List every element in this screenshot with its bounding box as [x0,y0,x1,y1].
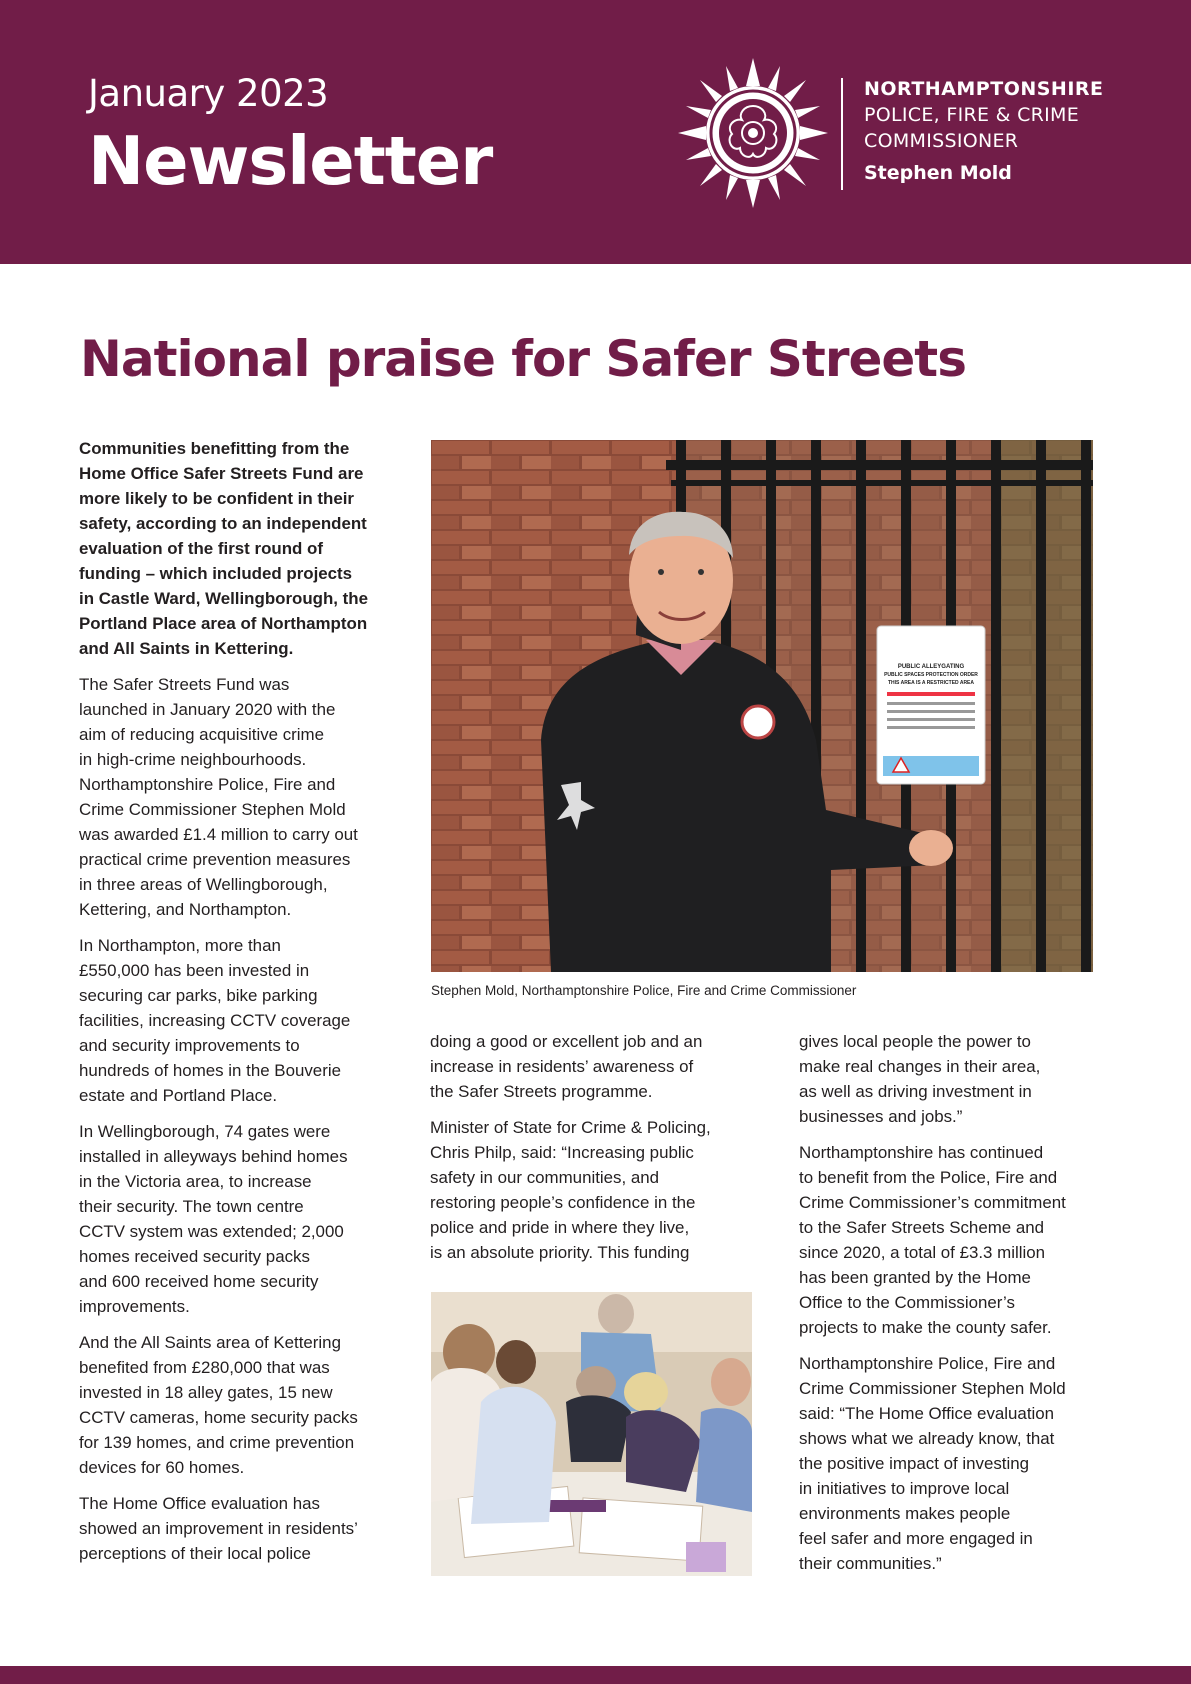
text-line: gives local people the power to [799,1032,1031,1051]
text-line: Northamptonshire has continued [799,1143,1044,1162]
article-paragraph [799,1029,1129,1129]
text-line: shows what we already know, that [799,1429,1055,1448]
text-line: the positive impact of investing [799,1454,1030,1473]
text-line: Northamptonshire Police, Fire and [79,775,336,794]
text-line: is an absolute priority. This funding [430,1243,690,1262]
masthead [0,0,1191,264]
text-line: restoring people’s confidence in the [430,1193,696,1212]
newsletter-title: Newsletter [88,122,493,200]
text-line: since 2020, a total of £3.3 million [799,1243,1046,1262]
text-line: as well as driving investment in [799,1082,1032,1101]
text-line: police and pride in where they live, [430,1218,690,1237]
text-line: funding – which included projects [79,564,353,583]
text-line: in the Victoria area, to increase [79,1172,312,1191]
article-column-1 [79,436,409,1577]
article-paragraph [79,1491,409,1566]
text-line: businesses and jobs.” [799,1107,963,1126]
text-line: in Castle Ward, Wellingborough, the [79,589,369,608]
text-line: Crime Commissioner Stephen Mold [799,1379,1066,1398]
text-line: invested in 18 alley gates, 15 new [79,1383,333,1402]
text-line: Minister of State for Crime & Policing, [430,1118,711,1137]
text-line: CCTV system was extended; 2,000 [79,1222,344,1241]
text-line: their security. The town centre [79,1197,304,1216]
article-paragraph [79,672,409,922]
text-line: and All Saints in Kettering. [79,639,294,658]
text-line: homes received security packs [79,1247,310,1266]
text-line: installed in alleyways behind homes [79,1147,348,1166]
org-line-3: COMMISSIONER [864,130,1019,152]
text-line: environments makes people [799,1504,1011,1523]
text-line: Crime Commissioner’s commitment [799,1193,1066,1212]
text-line: aim of reducing acquisitive crime [79,725,325,744]
text-line: In Northampton, more than [79,936,281,955]
text-line: and 600 received home security [79,1272,319,1291]
article-paragraph [430,1115,760,1265]
community-meeting-photo [431,1292,752,1576]
text-line: The Safer Streets Fund was [79,675,290,694]
article-headline: National praise for Safer Streets [80,330,966,388]
text-line: in three areas of Wellingborough, [79,875,328,894]
text-line: feel safer and more engaged in [799,1529,1033,1548]
text-line: to benefit from the Police, Fire and [799,1168,1058,1187]
organisation-name [864,76,1104,186]
article-paragraph [79,933,409,1108]
org-line-1: NORTHAMPTONSHIRE [864,78,1104,100]
article-paragraph [79,1330,409,1480]
text-line: securing car parks, bike parking [79,986,318,1005]
text-line: in initiatives to improve local [799,1479,1010,1498]
text-line: Home Office Safer Streets Fund are [79,464,364,483]
text-line: Crime Commissioner Stephen Mold [79,800,346,819]
text-line: estate and Portland Place. [79,1086,278,1105]
text-line: facilities, increasing CCTV coverage [79,1011,351,1030]
text-line: doing a good or excellent job and an [430,1032,703,1051]
photo-caption: Stephen Mold, Northamptonshire Police, Fire and Crime Commissioner [431,983,857,998]
text-line: safety in our communities, and [430,1168,660,1187]
text-line: devices for 60 homes. [79,1458,245,1477]
text-line: In Wellingborough, 74 gates were [79,1122,331,1141]
commissioner-photo [431,440,1093,972]
text-line: more likely to be confident in their [79,489,354,508]
text-line: for 139 homes, and crime prevention [79,1433,355,1452]
issue-date: January 2023 [88,72,329,115]
restricted-area-sign [877,626,985,784]
text-line: the Safer Streets programme. [430,1082,653,1101]
text-line: has been granted by the Home [799,1268,1031,1287]
text-line: and security improvements to [79,1036,300,1055]
text-line: Chris Philp, said: “Increasing public [430,1143,694,1162]
text-line: And the All Saints area of Kettering [79,1333,341,1352]
text-line: safety, according to an independent [79,514,367,533]
article-paragraph [799,1140,1129,1340]
text-line: their communities.” [799,1554,942,1573]
text-line: in high-crime neighbourhoods. [79,750,307,769]
article-intro-paragraph [79,436,409,661]
text-line: said: “The Home Office evaluation [799,1404,1055,1423]
text-line: £550,000 has been invested in [79,961,310,980]
text-line: evaluation of the first round of [79,539,323,558]
text-line: hundreds of homes in the Bouverie [79,1061,341,1080]
footer-bar [0,1666,1191,1684]
article-paragraph [799,1351,1129,1576]
text-line: increase in residents’ awareness of [430,1057,694,1076]
text-line: make real changes in their area, [799,1057,1041,1076]
article-column-2 [430,1029,760,1276]
logo-divider [841,78,843,190]
text-line: Kettering, and Northampton. [79,900,292,919]
text-line: showed an improvement in residents’ [79,1519,358,1538]
text-line: perceptions of their local police [79,1544,311,1563]
text-line: CCTV cameras, home security packs [79,1408,358,1427]
org-line-2: POLICE, FIRE & CRIME [864,104,1080,126]
text-line: improvements. [79,1297,190,1316]
sign-line-1: PUBLIC ALLEYGATING [897,664,965,670]
sign-line-2: PUBLIC SPACES PROTECTION ORDER [884,672,978,678]
article-paragraph [430,1029,760,1104]
article-paragraph [79,1119,409,1319]
text-line: projects to make the county safer. [799,1318,1052,1337]
text-line: was awarded £1.4 million to carry out [79,825,358,844]
text-line: Portland Place area of Northampton [79,614,368,633]
text-line: Office to the Commissioner’s [799,1293,1015,1312]
text-line: to the Safer Streets Scheme and [799,1218,1045,1237]
text-line: Northamptonshire Police, Fire and [799,1354,1056,1373]
text-line: practical crime prevention measures [79,850,351,869]
text-line: Communities benefitting from the [79,439,350,458]
text-line: launched in January 2020 with the [79,700,336,719]
text-line: The Home Office evaluation has [79,1494,320,1513]
police-star-rose-badge-icon [676,56,830,210]
article-column-3 [799,1029,1129,1587]
sign-line-3: THIS AREA IS A RESTRICTED AREA [887,680,975,686]
commissioner-name: Stephen Mold [864,162,1012,184]
text-line: benefited from £280,000 that was [79,1358,330,1377]
